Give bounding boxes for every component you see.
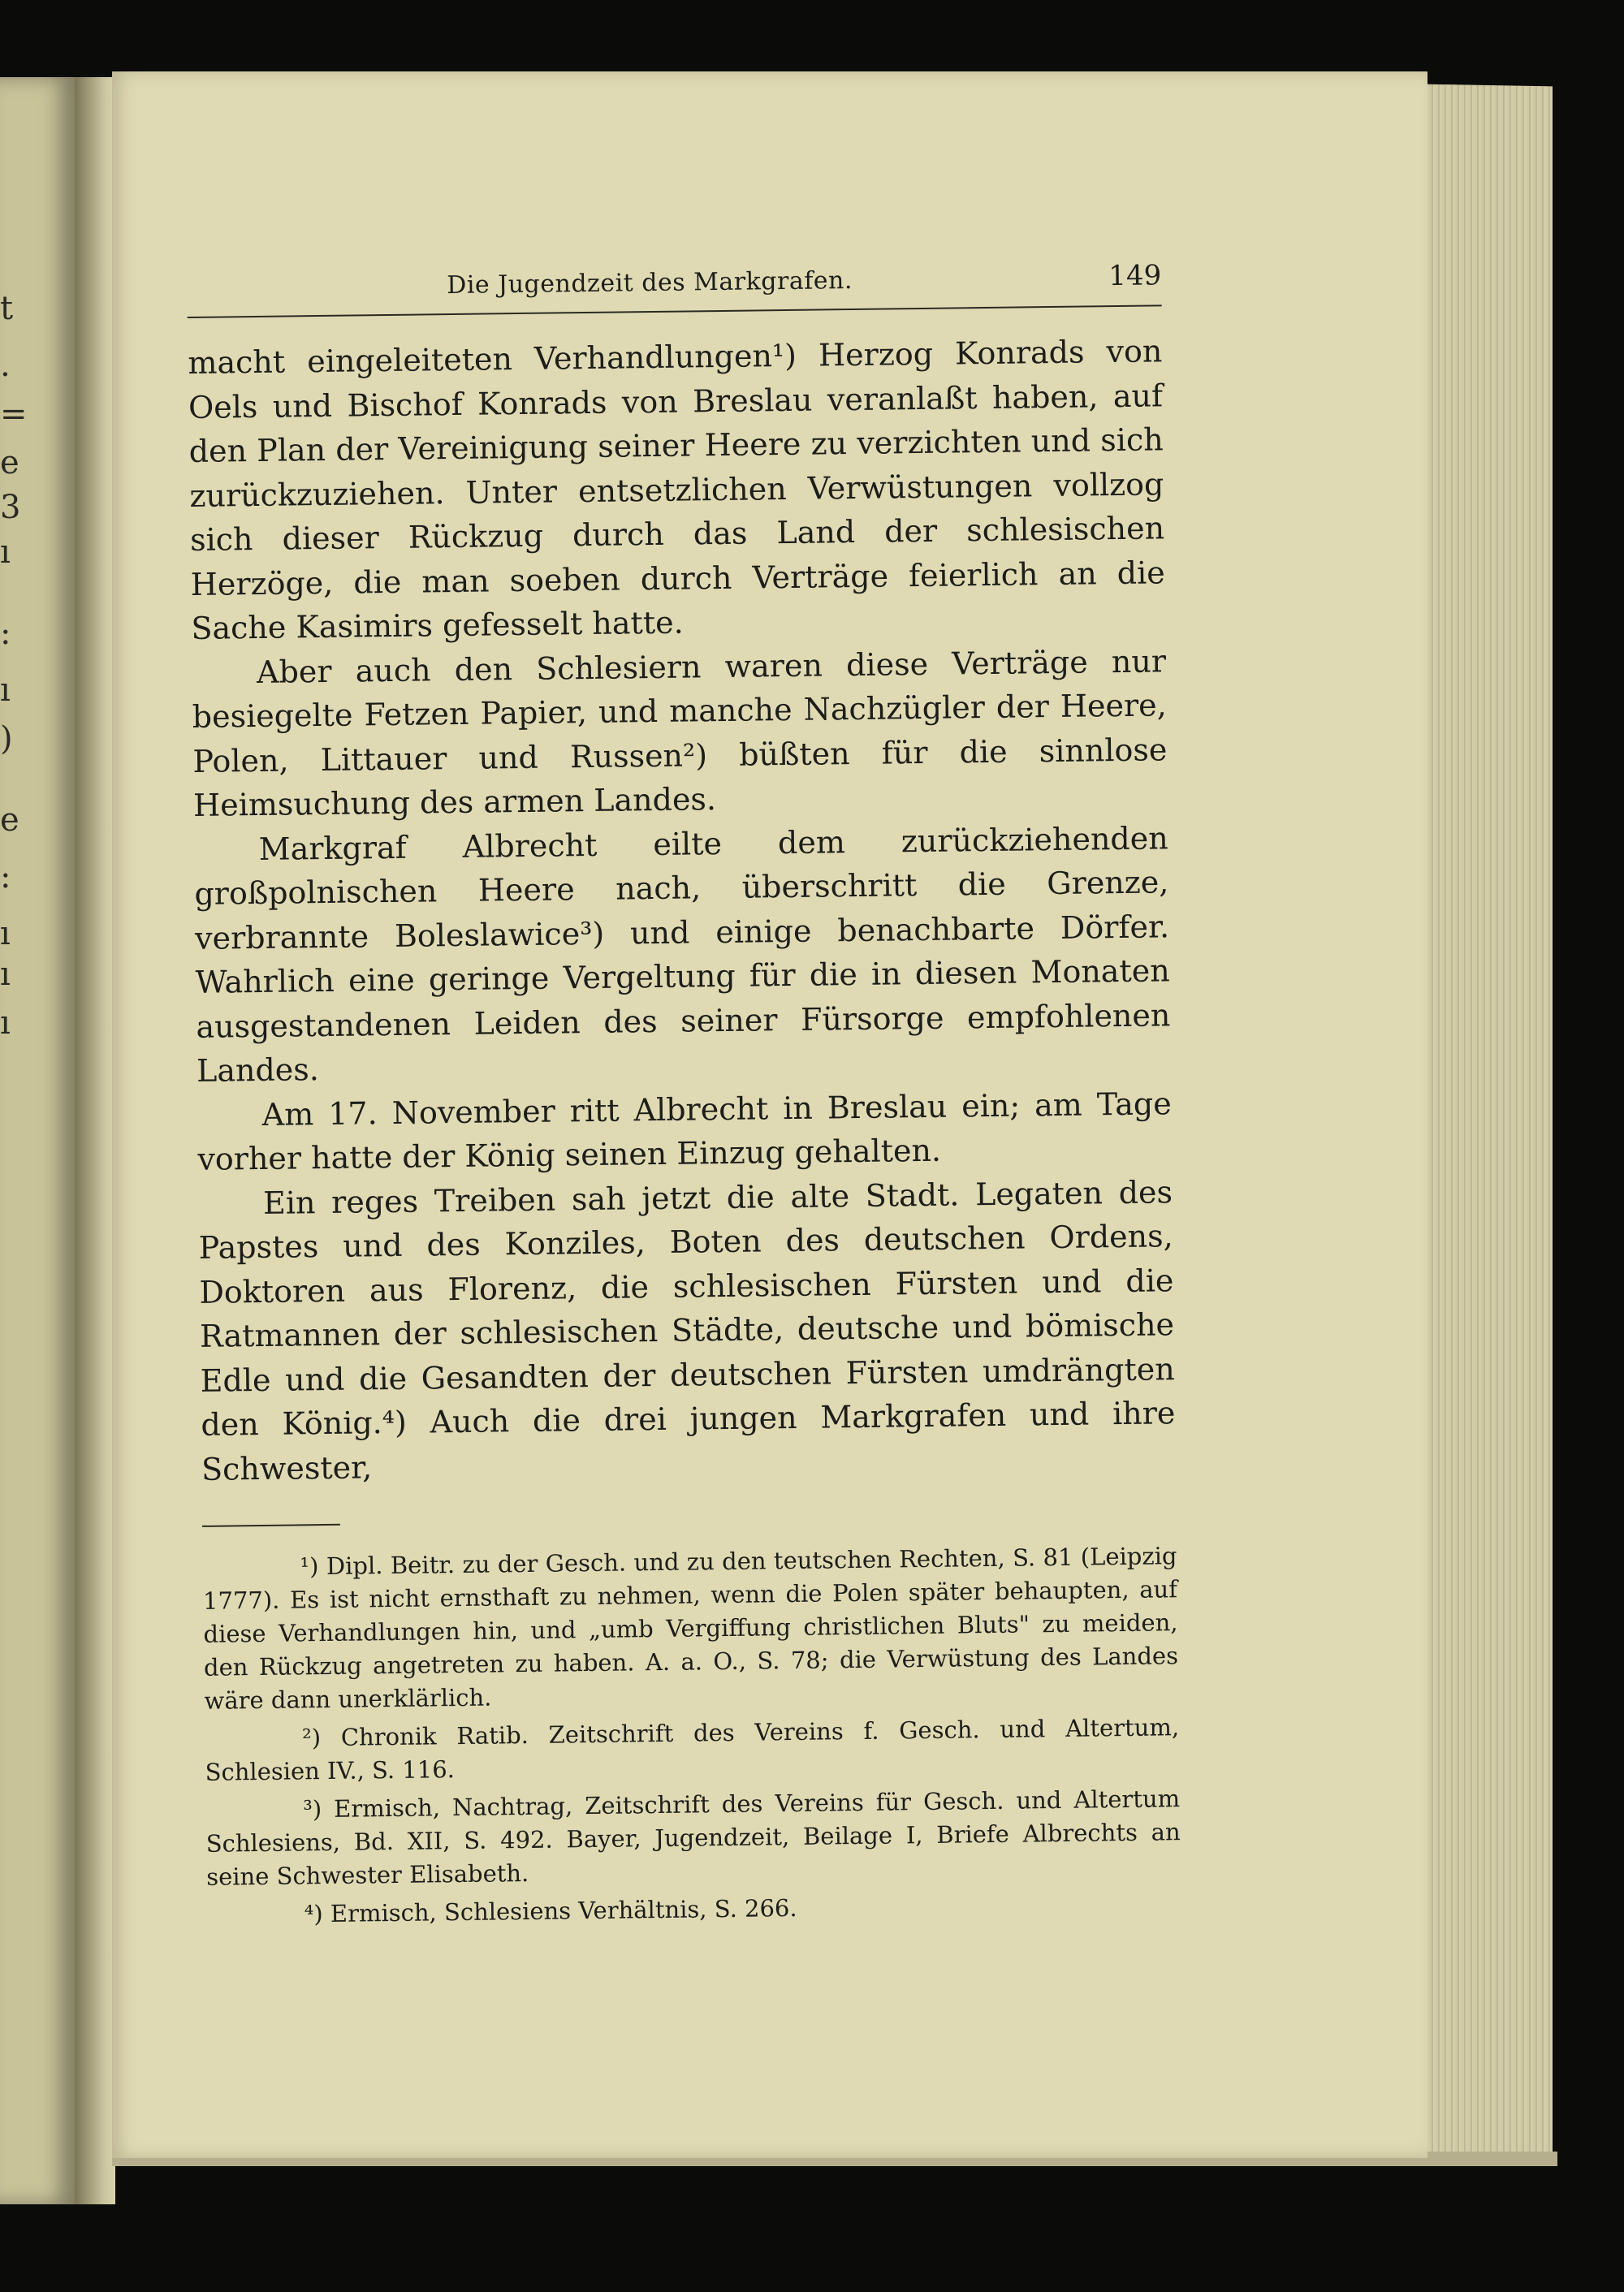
paragraph: macht eingeleiteten Verhandlungen¹) Herzog Konrads von Oels und Bischof Konrads von Breslau veranlaßt haben, auf den Plan der Vereinigung seiner Heere zu verzichten und sich zurückzuziehen. Unter entsetzlichen Verwüstungen vollzog sich dieser Rückzug durch das Land der schlesischen Herzöge, die man soeben durch Verträge feierlich an die Sache Kasimirs gefesselt hatte. [188, 333, 1165, 646]
left-page-fragment: ı [0, 915, 11, 952]
paragraph: Am 17. November ritt Albrecht in Breslau ein; am Tage vorher hatte der König seinen Einzug gehalten. [197, 1085, 1172, 1177]
left-page-fragment: : [0, 858, 11, 896]
body-text [188, 329, 1176, 1491]
left-page-fragment: 3 [0, 489, 21, 526]
left-page-fragment: ı [0, 1004, 11, 1042]
running-head [187, 256, 1162, 318]
left-page-fragment: t [0, 290, 14, 327]
footnote: ⁴) Ermisch, Schlesiens Verhältnis, S. 266. [304, 1893, 797, 1928]
running-head-title: Die Jugendzeit des Markgrafen. [447, 265, 853, 300]
left-page-fragment: ı [0, 671, 11, 709]
page-number: 149 [1108, 259, 1162, 293]
left-page-fragment: ı [0, 533, 11, 571]
page-edge-stack [1423, 84, 1553, 2161]
left-page-fragment: ) [0, 720, 13, 758]
paragraph: Aber auch den Schlesiern waren diese Verträge nur besiegelte Fetzen Papier, und manche Nachzügler der Heere, Polen, Littauer und Russen²) büßten für die sinnlose Heimsuchung des armen Landes. [192, 642, 1168, 823]
left-page-fragment: . [0, 347, 11, 384]
left-page-fragment: e [0, 444, 19, 481]
left-page-fragment: : [0, 615, 11, 652]
left-page-fragment: e [0, 801, 19, 839]
footnote: ³) Ermisch, Nachtrag, Zeitschrift des Vereins für Gesch. und Altertum Schlesiens, Bd. XII, S. 492. Bayer, Jugendzeit, Beilage I, Briefe Albrechts an seine Schwester Elisabeth. [205, 1785, 1181, 1891]
footnote-divider [202, 1524, 340, 1527]
footnote: ¹) Dipl. Beitr. zu der Gesch. und zu den teutschen Rechten, S. 81 (Leipzig 1777). Es ist nicht ernsthaft zu nehmen, wenn die Polen später behaupten, auf diese Verhandlungen hin, und „umb Vergiffung christlichen Bluts" zu meiden, den Rückzug angetreten zu haben. A. a. O., S. 78; die Verwüstung des Landes wäre dann unerklärlich. [202, 1542, 1179, 1715]
left-page-fragment: ı [0, 956, 11, 993]
footnotes [202, 1539, 1181, 1932]
book-gutter [75, 77, 115, 2204]
paragraph: Markgraf Albrecht eilte dem zurückziehenden großpolnischen Heere nach, überschritt die Grenze, verbrannte Boleslawice³) und einige benachbarte Dörfer. Wahrlich eine geringe Vergeltung für die in diesen Monaten ausgestandenen Leiden des seiner Fürsorge empfohlenen Landes. [194, 819, 1171, 1089]
footnote: ²) Chronik Ratib. Zeitschrift des Vereins f. Gesch. und Altertum, Schlesien IV., S. 116. [205, 1713, 1180, 1786]
left-facing-page [0, 77, 75, 2204]
paragraph: Ein reges Treiben sah jetzt die alte Stadt. Legaten des Papstes und des Konziles, Boten des deutschen Ordens, Doktoren aus Florenz, die schlesischen Fürsten und die Ratmannen der schlesischen Städte, deutsche und bömische Edle und die Gesandten der deutschen Fürsten umdrängten den König.⁴) Auch die drei jungen Markgrafen und ihre Schwester, [198, 1173, 1176, 1487]
page-content [187, 256, 1181, 1937]
left-page-fragment: = [0, 395, 28, 433]
